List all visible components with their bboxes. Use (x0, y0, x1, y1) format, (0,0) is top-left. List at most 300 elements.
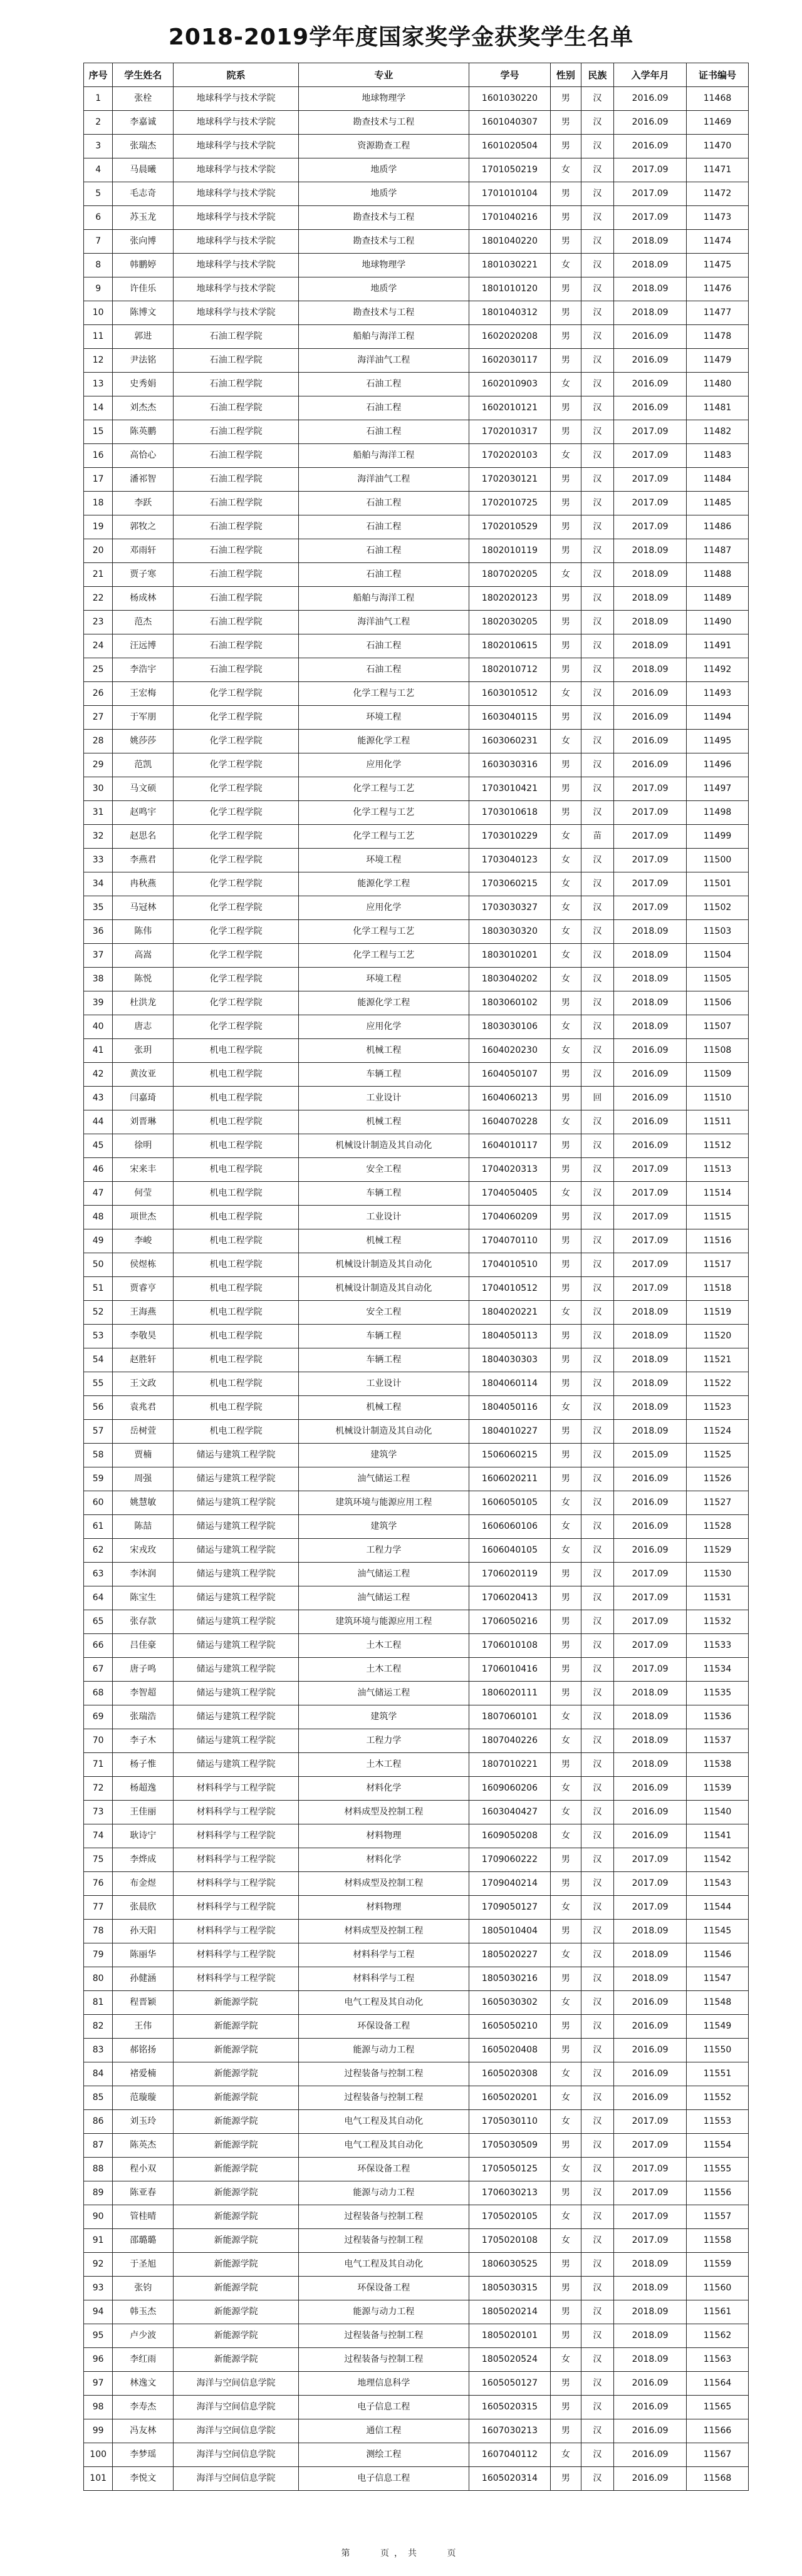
cell-seq: 93 (84, 2277, 113, 2300)
table-row (84, 1848, 749, 1872)
cell-student-id: 1703010421 (469, 777, 551, 801)
table-row (84, 991, 749, 1015)
cell-name: 程小双 (113, 2158, 174, 2181)
cell-ethnicity: 汉 (581, 206, 614, 230)
cell-ethnicity: 汉 (581, 2158, 614, 2181)
table-row (84, 2086, 749, 2110)
cell-major: 化学工程与工艺 (299, 682, 469, 706)
cell-enroll-date: 2017.09 (614, 1182, 687, 1206)
cell-student-id: 1605020201 (469, 2086, 551, 2110)
cell-name: 陈英杰 (113, 2134, 174, 2158)
cell-major: 材料成型及控制工程 (299, 1872, 469, 1896)
cell-cert-no: 11469 (687, 111, 749, 135)
cell-cert-no: 11493 (687, 682, 749, 706)
cell-major: 油气储运工程 (299, 1586, 469, 1610)
cell-enroll-date: 2016.09 (614, 2419, 687, 2443)
cell-gender: 男 (551, 1420, 581, 1444)
cell-seq: 57 (84, 1420, 113, 1444)
cell-enroll-date: 2016.09 (614, 1110, 687, 1134)
cell-ethnicity: 汉 (581, 158, 614, 182)
cell-seq: 67 (84, 1658, 113, 1682)
cell-seq: 17 (84, 468, 113, 492)
cell-major: 工业设计 (299, 1206, 469, 1229)
cell-ethnicity: 汉 (581, 111, 614, 135)
table-row (84, 2443, 749, 2467)
cell-name: 张向博 (113, 230, 174, 254)
cell-enroll-date: 2017.09 (614, 468, 687, 492)
cell-ethnicity: 汉 (581, 1777, 614, 1801)
table-row (84, 1015, 749, 1039)
cell-ethnicity: 汉 (581, 515, 614, 539)
cell-student-id: 1801030221 (469, 254, 551, 277)
cell-student-id: 1605050127 (469, 2372, 551, 2396)
cell-major: 材料物理 (299, 1824, 469, 1848)
cell-student-id: 1807020205 (469, 563, 551, 587)
cell-name: 张栓 (113, 87, 174, 111)
cell-cert-no: 11525 (687, 1444, 749, 1467)
cell-cert-no: 11559 (687, 2253, 749, 2277)
cell-name: 孙健涵 (113, 1967, 174, 1991)
cell-ethnicity: 汉 (581, 2467, 614, 2491)
cell-seq: 96 (84, 2348, 113, 2372)
cell-ethnicity: 汉 (581, 2015, 614, 2039)
cell-major: 石油工程 (299, 396, 469, 420)
table-row (84, 730, 749, 753)
table-row (84, 2110, 749, 2134)
cell-ethnicity: 汉 (581, 1348, 614, 1372)
cell-ethnicity: 汉 (581, 1896, 614, 1920)
cell-enroll-date: 2016.09 (614, 373, 687, 396)
cell-enroll-date: 2017.09 (614, 777, 687, 801)
cell-department: 储运与建筑工程学院 (174, 1467, 299, 1491)
table-row (84, 2372, 749, 2396)
cell-gender: 男 (551, 2372, 581, 2396)
cell-name: 唐子鸣 (113, 1658, 174, 1682)
cell-name: 范凯 (113, 753, 174, 777)
table-row (84, 111, 749, 135)
table-row (84, 658, 749, 682)
cell-seq: 18 (84, 492, 113, 515)
table-row (84, 1277, 749, 1301)
cell-enroll-date: 2018.09 (614, 2277, 687, 2300)
cell-ethnicity: 汉 (581, 1134, 614, 1158)
cell-seq: 11 (84, 325, 113, 349)
cell-enroll-date: 2016.09 (614, 1801, 687, 1824)
cell-major: 工业设计 (299, 1372, 469, 1396)
cell-major: 石油工程 (299, 515, 469, 539)
table-row (84, 968, 749, 991)
cell-department: 储运与建筑工程学院 (174, 1444, 299, 1467)
cell-name: 程晋颖 (113, 1991, 174, 2015)
cell-cert-no: 11500 (687, 849, 749, 872)
cell-cert-no: 11562 (687, 2324, 749, 2348)
cell-department: 海洋与空间信息学院 (174, 2396, 299, 2419)
cell-department: 化学工程学院 (174, 872, 299, 896)
cell-student-id: 1701010104 (469, 182, 551, 206)
cell-gender: 男 (551, 277, 581, 301)
cell-cert-no: 11498 (687, 801, 749, 825)
cell-seq: 33 (84, 849, 113, 872)
cell-student-id: 1601030220 (469, 87, 551, 111)
cell-seq: 94 (84, 2300, 113, 2324)
cell-cert-no: 11503 (687, 920, 749, 944)
cell-student-id: 1706020119 (469, 1563, 551, 1586)
cell-enroll-date: 2017.09 (614, 1158, 687, 1182)
table-row (84, 2181, 749, 2205)
cell-cert-no: 11524 (687, 1420, 749, 1444)
cell-major: 过程装备与控制工程 (299, 2229, 469, 2253)
cell-cert-no: 11494 (687, 706, 749, 730)
cell-major: 工业设计 (299, 1087, 469, 1110)
footer-page-unit: 页，共 (380, 2548, 422, 2558)
cell-name: 苏玉龙 (113, 206, 174, 230)
cell-seq: 86 (84, 2110, 113, 2134)
cell-seq: 15 (84, 420, 113, 444)
cell-cert-no: 11477 (687, 301, 749, 325)
cell-major: 应用化学 (299, 753, 469, 777)
cell-enroll-date: 2018.09 (614, 2324, 687, 2348)
cell-enroll-date: 2018.09 (614, 2253, 687, 2277)
cell-enroll-date: 2016.09 (614, 1087, 687, 1110)
cell-ethnicity: 汉 (581, 135, 614, 158)
cell-cert-no: 11480 (687, 373, 749, 396)
cell-name: 李子木 (113, 1729, 174, 1753)
cell-gender: 男 (551, 1348, 581, 1372)
cell-cert-no: 11553 (687, 2110, 749, 2134)
header-ethnicity: 民族 (581, 63, 614, 87)
cell-seq: 38 (84, 968, 113, 991)
table-row (84, 254, 749, 277)
cell-ethnicity: 汉 (581, 1848, 614, 1872)
cell-major: 海洋油气工程 (299, 611, 469, 634)
cell-cert-no: 11499 (687, 825, 749, 849)
cell-ethnicity: 汉 (581, 1753, 614, 1777)
cell-department: 地球科学与技术学院 (174, 277, 299, 301)
cell-student-id: 1702020103 (469, 444, 551, 468)
cell-enroll-date: 2016.09 (614, 706, 687, 730)
cell-major: 材料物理 (299, 1896, 469, 1920)
cell-gender: 女 (551, 1943, 581, 1967)
cell-enroll-date: 2018.09 (614, 968, 687, 991)
cell-ethnicity: 汉 (581, 872, 614, 896)
cell-major: 勘查技术与工程 (299, 230, 469, 254)
cell-seq: 75 (84, 1848, 113, 1872)
cell-major: 勘查技术与工程 (299, 111, 469, 135)
cell-department: 石油工程学院 (174, 611, 299, 634)
cell-name: 李燕君 (113, 849, 174, 872)
table-row (84, 2158, 749, 2181)
cell-department: 石油工程学院 (174, 492, 299, 515)
cell-student-id: 1704010512 (469, 1277, 551, 1301)
cell-name: 陈喆 (113, 1515, 174, 1539)
cell-department: 储运与建筑工程学院 (174, 1634, 299, 1658)
cell-gender: 男 (551, 1610, 581, 1634)
cell-cert-no: 11514 (687, 1182, 749, 1206)
table-row (84, 2300, 749, 2324)
cell-cert-no: 11550 (687, 2039, 749, 2062)
cell-department: 新能源学院 (174, 1991, 299, 2015)
table-body (84, 87, 749, 2491)
cell-seq: 7 (84, 230, 113, 254)
cell-ethnicity: 汉 (581, 1158, 614, 1182)
cell-enroll-date: 2017.09 (614, 1610, 687, 1634)
cell-name: 马冠林 (113, 896, 174, 920)
cell-student-id: 1606040105 (469, 1539, 551, 1563)
cell-ethnicity: 汉 (581, 658, 614, 682)
cell-enroll-date: 2017.09 (614, 896, 687, 920)
cell-seq: 60 (84, 1491, 113, 1515)
cell-seq: 77 (84, 1896, 113, 1920)
cell-seq: 23 (84, 611, 113, 634)
cell-enroll-date: 2018.09 (614, 1729, 687, 1753)
cell-major: 机械工程 (299, 1229, 469, 1253)
cell-major: 测绘工程 (299, 2443, 469, 2467)
cell-name: 布金煜 (113, 1872, 174, 1896)
cell-department: 机电工程学院 (174, 1301, 299, 1325)
cell-department: 材料科学与工程学院 (174, 1777, 299, 1801)
cell-cert-no: 11518 (687, 1277, 749, 1301)
table-row (84, 2205, 749, 2229)
cell-major: 工程力学 (299, 1539, 469, 1563)
table-row (84, 2419, 749, 2443)
cell-major: 材料化学 (299, 1777, 469, 1801)
cell-major: 环境工程 (299, 706, 469, 730)
table-row (84, 1444, 749, 1467)
cell-student-id: 1709040214 (469, 1872, 551, 1896)
cell-student-id: 1807040226 (469, 1729, 551, 1753)
cell-cert-no: 11556 (687, 2181, 749, 2205)
cell-major: 过程装备与控制工程 (299, 2062, 469, 2086)
cell-major: 建筑环境与能源应用工程 (299, 1610, 469, 1634)
cell-student-id: 1602020208 (469, 325, 551, 349)
cell-name: 黄汝亚 (113, 1063, 174, 1087)
cell-name: 杨超逸 (113, 1777, 174, 1801)
cell-enroll-date: 2017.09 (614, 492, 687, 515)
cell-major: 过程装备与控制工程 (299, 2205, 469, 2229)
cell-seq: 95 (84, 2324, 113, 2348)
cell-gender: 女 (551, 2443, 581, 2467)
cell-name: 陈悦 (113, 968, 174, 991)
cell-cert-no: 11507 (687, 1015, 749, 1039)
cell-enroll-date: 2017.09 (614, 420, 687, 444)
table-row (84, 2348, 749, 2372)
cell-student-id: 1705030110 (469, 2110, 551, 2134)
cell-enroll-date: 2018.09 (614, 1682, 687, 1705)
cell-ethnicity: 汉 (581, 968, 614, 991)
table-row (84, 2039, 749, 2062)
cell-major: 材料化学 (299, 1848, 469, 1872)
cell-major: 土木工程 (299, 1658, 469, 1682)
cell-enroll-date: 2016.09 (614, 1134, 687, 1158)
cell-student-id: 1704060209 (469, 1206, 551, 1229)
cell-major: 电子信息工程 (299, 2396, 469, 2419)
cell-gender: 男 (551, 206, 581, 230)
cell-department: 海洋与空间信息学院 (174, 2467, 299, 2491)
cell-ethnicity: 汉 (581, 1801, 614, 1824)
cell-ethnicity: 汉 (581, 1729, 614, 1753)
cell-gender: 男 (551, 1682, 581, 1705)
cell-major: 化学工程与工艺 (299, 920, 469, 944)
cell-name: 宋来丰 (113, 1158, 174, 1182)
table-row (84, 373, 749, 396)
cell-cert-no: 11505 (687, 968, 749, 991)
cell-student-id: 1602010121 (469, 396, 551, 420)
table-row (84, 1991, 749, 2015)
cell-gender: 女 (551, 872, 581, 896)
cell-cert-no: 11549 (687, 2015, 749, 2039)
cell-name: 韩鹏婷 (113, 254, 174, 277)
cell-gender: 女 (551, 1396, 581, 1420)
cell-name: 邓雨轩 (113, 539, 174, 563)
cell-name: 李浩宇 (113, 658, 174, 682)
cell-department: 材料科学与工程学院 (174, 1896, 299, 1920)
table-row (84, 587, 749, 611)
cell-seq: 9 (84, 277, 113, 301)
cell-name: 范杰 (113, 611, 174, 634)
cell-ethnicity: 汉 (581, 2086, 614, 2110)
table-row (84, 682, 749, 706)
cell-enroll-date: 2018.09 (614, 1920, 687, 1943)
table-row (84, 1539, 749, 1563)
cell-gender: 男 (551, 2015, 581, 2039)
cell-student-id: 1606050105 (469, 1491, 551, 1515)
cell-seq: 76 (84, 1872, 113, 1896)
cell-name: 陈宝生 (113, 1586, 174, 1610)
cell-department: 石油工程学院 (174, 634, 299, 658)
cell-seq: 37 (84, 944, 113, 968)
cell-ethnicity: 汉 (581, 2419, 614, 2443)
cell-ethnicity: 汉 (581, 849, 614, 872)
cell-gender: 男 (551, 634, 581, 658)
cell-department: 新能源学院 (174, 2229, 299, 2253)
cell-student-id: 1802010119 (469, 539, 551, 563)
cell-enroll-date: 2017.09 (614, 2158, 687, 2181)
cell-cert-no: 11529 (687, 1539, 749, 1563)
cell-name: 闫嘉琦 (113, 1087, 174, 1110)
cell-cert-no: 11555 (687, 2158, 749, 2181)
cell-gender: 女 (551, 1301, 581, 1325)
cell-cert-no: 11566 (687, 2419, 749, 2443)
cell-student-id: 1604070228 (469, 1110, 551, 1134)
cell-gender: 女 (551, 849, 581, 872)
footer-total-unit: 页 (447, 2548, 461, 2558)
cell-department: 材料科学与工程学院 (174, 1967, 299, 1991)
cell-department: 机电工程学院 (174, 1253, 299, 1277)
cell-ethnicity: 苗 (581, 825, 614, 849)
cell-student-id: 1607030213 (469, 2419, 551, 2443)
cell-seq: 66 (84, 1634, 113, 1658)
cell-cert-no: 11531 (687, 1586, 749, 1610)
cell-seq: 31 (84, 801, 113, 825)
cell-name: 李沐润 (113, 1563, 174, 1586)
cell-seq: 36 (84, 920, 113, 944)
cell-enroll-date: 2018.09 (614, 634, 687, 658)
cell-student-id: 1806020111 (469, 1682, 551, 1705)
cell-seq: 44 (84, 1110, 113, 1134)
cell-cert-no: 11473 (687, 206, 749, 230)
cell-gender: 女 (551, 563, 581, 587)
cell-major: 资源勘查工程 (299, 135, 469, 158)
cell-department: 石油工程学院 (174, 515, 299, 539)
cell-department: 机电工程学院 (174, 1134, 299, 1158)
cell-major: 机械设计制造及其自动化 (299, 1277, 469, 1301)
cell-department: 机电工程学院 (174, 1087, 299, 1110)
cell-enroll-date: 2017.09 (614, 849, 687, 872)
cell-department: 化学工程学院 (174, 682, 299, 706)
cell-name: 贾楠 (113, 1444, 174, 1467)
cell-major: 船舶与海洋工程 (299, 587, 469, 611)
table-row (84, 1967, 749, 1991)
cell-gender: 男 (551, 2396, 581, 2419)
cell-seq: 12 (84, 349, 113, 373)
table-row (84, 1658, 749, 1682)
cell-major: 建筑学 (299, 1705, 469, 1729)
cell-cert-no: 11481 (687, 396, 749, 420)
cell-student-id: 1607040112 (469, 2443, 551, 2467)
cell-cert-no: 11528 (687, 1515, 749, 1539)
cell-cert-no: 11522 (687, 1372, 749, 1396)
cell-gender: 女 (551, 444, 581, 468)
cell-ethnicity: 汉 (581, 2277, 614, 2300)
cell-cert-no: 11486 (687, 515, 749, 539)
table-row (84, 753, 749, 777)
cell-seq: 63 (84, 1563, 113, 1586)
cell-name: 李嘉诚 (113, 111, 174, 135)
cell-student-id: 1602030117 (469, 349, 551, 373)
cell-student-id: 1801040220 (469, 230, 551, 254)
cell-cert-no: 11490 (687, 611, 749, 634)
cell-ethnicity: 汉 (581, 611, 614, 634)
cell-enroll-date: 2017.09 (614, 515, 687, 539)
scholarship-roster-table (83, 63, 749, 2491)
cell-seq: 70 (84, 1729, 113, 1753)
cell-seq: 85 (84, 2086, 113, 2110)
cell-cert-no: 11520 (687, 1325, 749, 1348)
cell-gender: 男 (551, 1634, 581, 1658)
cell-cert-no: 11568 (687, 2467, 749, 2491)
cell-major: 工程力学 (299, 1729, 469, 1753)
cell-gender: 男 (551, 801, 581, 825)
cell-gender: 男 (551, 1063, 581, 1087)
table-row (84, 563, 749, 587)
cell-department: 储运与建筑工程学院 (174, 1610, 299, 1634)
table-row (84, 2324, 749, 2348)
table-row (84, 182, 749, 206)
cell-gender: 男 (551, 611, 581, 634)
cell-gender: 男 (551, 1467, 581, 1491)
cell-enroll-date: 2016.09 (614, 1063, 687, 1087)
cell-gender: 男 (551, 230, 581, 254)
cell-cert-no: 11563 (687, 2348, 749, 2372)
cell-student-id: 1709050127 (469, 1896, 551, 1920)
cell-gender: 男 (551, 396, 581, 420)
header-name: 学生姓名 (113, 63, 174, 87)
cell-seq: 29 (84, 753, 113, 777)
cell-name: 孙天阳 (113, 1920, 174, 1943)
cell-student-id: 1705030509 (469, 2134, 551, 2158)
cell-ethnicity: 汉 (581, 1444, 614, 1467)
cell-name: 高恰心 (113, 444, 174, 468)
cell-ethnicity: 汉 (581, 325, 614, 349)
cell-gender: 女 (551, 2158, 581, 2181)
cell-gender: 男 (551, 492, 581, 515)
cell-department: 化学工程学院 (174, 991, 299, 1015)
table-row (84, 2229, 749, 2253)
cell-enroll-date: 2016.09 (614, 1539, 687, 1563)
cell-name: 张瑞浩 (113, 1705, 174, 1729)
table-row (84, 1634, 749, 1658)
table-row (84, 849, 749, 872)
